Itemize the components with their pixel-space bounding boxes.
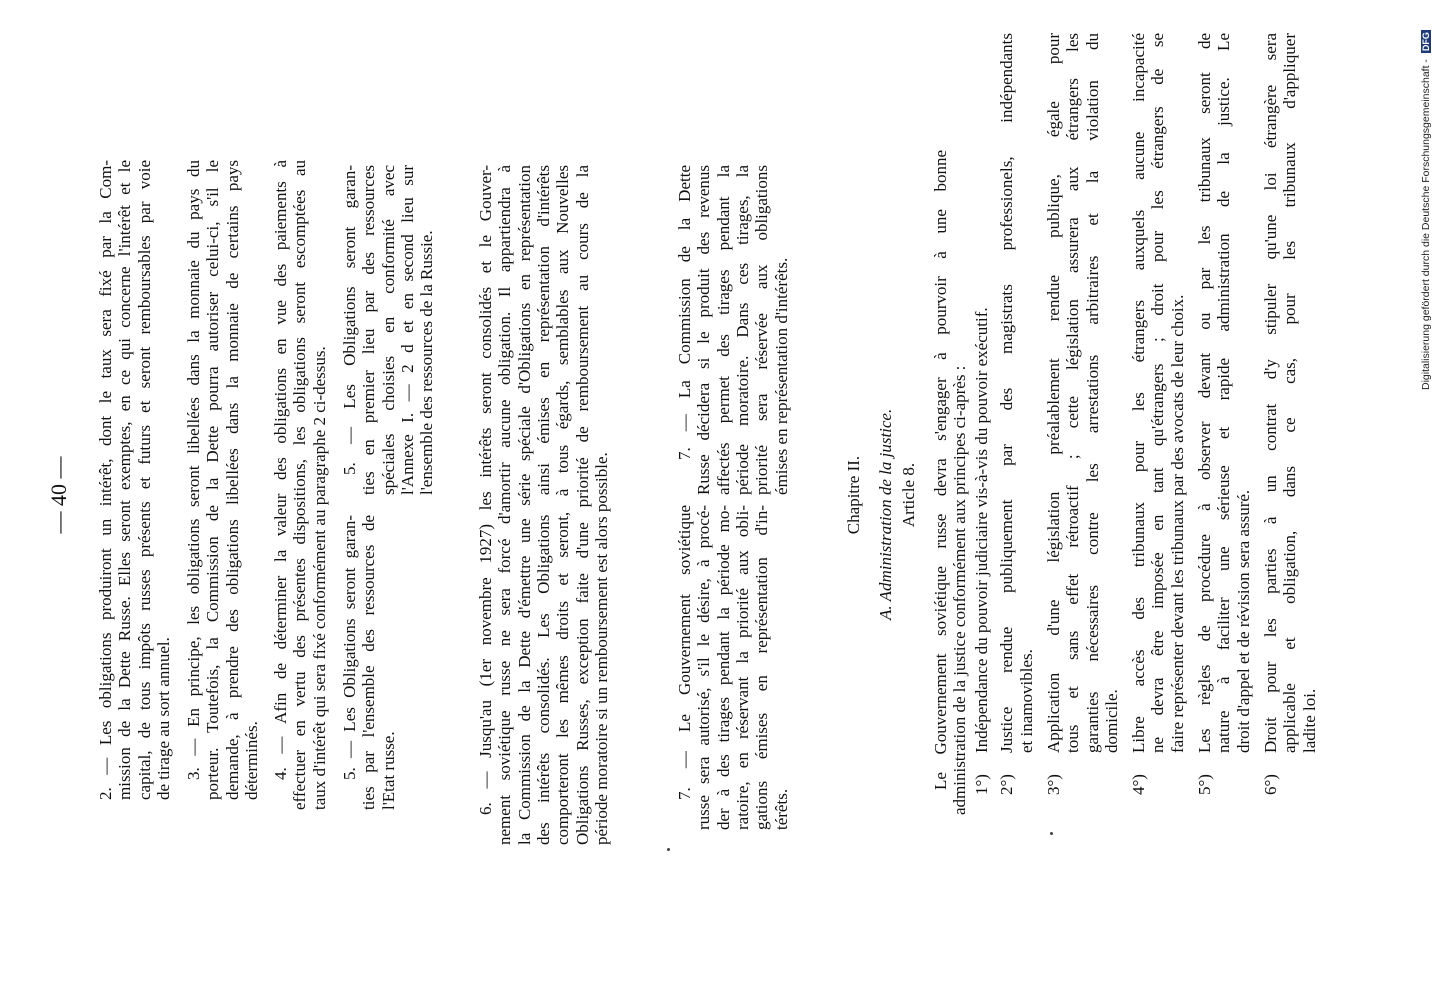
para-3-line: déterminés. xyxy=(241,721,261,800)
para-5-right-line: l'Annexe I. — 2 d et en second lieu sur xyxy=(397,165,417,495)
chapter-title: Chapitre II. xyxy=(844,455,863,535)
para-7-right-line: priorité sera réservée aux obligations xyxy=(752,165,772,495)
page-number: — 40 — xyxy=(46,456,71,534)
scan-speck xyxy=(667,848,670,851)
para-5-left-line: 5. — Les Obligations seront garan- xyxy=(340,515,359,780)
item-5-line: droit d'appel et de révision sera assuré. xyxy=(1233,489,1253,753)
item-3-line: domicile. xyxy=(1101,689,1121,753)
item-number: 6°) xyxy=(1260,774,1280,795)
item-2-line: et inamovibles. xyxy=(1016,649,1036,753)
para-2-line: capital, de tous impôts russes présents et futurs et seront remboursables par voie xyxy=(134,160,154,800)
item-number: 4°) xyxy=(1129,774,1149,795)
para-7-right-line: Russe décidera si le produit des revenus xyxy=(694,165,714,495)
para-7-right-line: émises en représentation d'intérêts. xyxy=(771,257,791,495)
item-number: 2°) xyxy=(997,774,1017,795)
para-7-left-line: 7. — Le Gouvernement soviétique xyxy=(675,505,694,800)
para-6-line: 6. — Jusqu'au (1er novembre 1927) les intérêts seront consolidés et le Gouver- xyxy=(476,165,495,815)
item-3-line: tous et sans effet rétroactif ; cette législation assurera aux étrangers les xyxy=(1063,33,1083,753)
para-7-left-line: der à des tirages pendant la période mo- xyxy=(713,505,733,830)
article-8-intro-line: Le Gouvernement soviétique russe devra s'engager à pourvoir à une bonne xyxy=(931,150,950,790)
para-4-line: effectuer en vertu des présentes dispositions, les obligations seront escomptées au xyxy=(290,160,310,810)
para-5-right-line: 5. — Les Obligations seront garan- xyxy=(340,165,359,475)
item-number: 5°) xyxy=(1195,774,1214,795)
article-8-intro-line: administration de la justice conformément aux principes ci-après : xyxy=(950,365,970,815)
para-3-line: porteur. Toutefois, la Commission de la Dette pourra autoriser celui-ci, s'il le xyxy=(203,160,223,800)
item-4-line: Libre accès des tribunaux pour les étrangers auxquels aucune incapacité xyxy=(1129,33,1149,753)
item-3-line: Application d'une législation préalablement rendue publique, égale pour xyxy=(1043,33,1063,753)
para-6-line: comporteront les mêmes droits et seront, à tous égards, semblables aux Nouvelles xyxy=(553,165,573,845)
item-6-line: ladite loi. xyxy=(1299,688,1319,753)
para-2-line: mission de la Dette Russe. Elles seront exemptes, en ce qui concerne l'intérêt et le xyxy=(115,160,135,800)
para-4-line: taux d'intérêt qui sera fixé conformément au paragraphe 2 ci-dessus. xyxy=(309,346,329,810)
item-6-line: Droit pour les parties à un contrat d'y stipuler qu'une loi étrangère sera xyxy=(1260,33,1280,753)
para-7-right-line: 7. — La Commission de la Dette xyxy=(675,165,694,460)
para-7-left-line: gations émises en représentation d'in- xyxy=(752,505,772,830)
para-5-right-line: ties en premier lieu par des ressources xyxy=(359,165,379,495)
dfg-footer xyxy=(1420,30,1432,390)
dfg-logo-icon: DFG xyxy=(1421,32,1431,52)
item-number: 3°) xyxy=(1043,774,1063,795)
para-5-right-line: spéciales choisies en conformité avec xyxy=(378,165,398,495)
para-6-line: nement soviétique russe ne sera forcé d'amortir aucune obligation. Il appartiendra à xyxy=(495,165,515,845)
item-3-line: garanties nécessaires contre les arrestations arbitraires et la violation du xyxy=(1082,33,1102,753)
para-7-left-line: térêts. xyxy=(771,788,791,830)
section-a-title: A. Administration de la justice. xyxy=(876,408,895,620)
item-6-line: applicable et obligation, dans ce cas, pour les tribunaux d'appliquer xyxy=(1280,33,1300,753)
para-5-left-line: l'Etat russe. xyxy=(378,731,398,810)
item-5-line: Les règles de procédure à observer devant ou par les tribunaux seront de xyxy=(1195,33,1214,753)
item-4-line: faire représenter devant les tribunaux par des avocats de leur choix. xyxy=(1167,294,1187,753)
item-5-line: nature à faciliter une sérieuse et rapide administration de la justice. Le xyxy=(1214,33,1234,753)
dfg-label: Digitalisierung gefördert durch die Deutsche Forschungsgemeinschaft - xyxy=(1420,59,1432,390)
para-3-line: 3. — En principe, les obligations seront libellées dans la monnaie du pays du xyxy=(184,160,203,780)
para-5-right-line: l'ensemble des ressources de la Russie. xyxy=(417,230,437,495)
para-2-line: 2. — Les obligations produiront un intérêt, dont le taux sera fixé par la Com- xyxy=(96,160,115,800)
para-2-line: de tirage au sort annuel. xyxy=(153,637,173,800)
item-2-line: Justice rendue publiquement par des magistrats professionels, indépendants xyxy=(997,33,1017,753)
item-number: 1°) xyxy=(972,774,991,795)
item-4-line: ne devra être imposée en tant qu'étrangers ; droit pour les étrangers de se xyxy=(1148,33,1168,753)
article-title: Article 8. xyxy=(899,462,918,528)
para-7-right-line: affectés permet des tirages pendant la xyxy=(713,165,733,495)
para-6-line: des intérêts consolidés. Les Obligations ainsi émises en représentation d'intérêts xyxy=(533,165,553,845)
para-4-line: 4. — Afin de déterminer la valeur des obligations en vue des paiements à xyxy=(271,160,290,780)
para-7-right-line: période moratoire. Dans ces tirages, la xyxy=(732,165,752,495)
para-3-line: demande, à prendre des obligations libellées dans la monnaie de certains pays xyxy=(222,160,242,800)
para-5-left-line: ties par l'ensemble des ressources de xyxy=(359,515,379,810)
scan-speck xyxy=(1050,832,1053,835)
para-6-line: la Commission de la Dette d'émettre une série spéciale d'Obligations en représentation xyxy=(514,165,534,845)
para-7-left-line: russe sera autorisé, s'il le désire, à procé- xyxy=(694,505,714,830)
para-6-line: Obligations Russes, exception faite d'une priorité de remboursement au cours de la xyxy=(572,165,592,845)
item-1-line: Indépendance du pouvoir judiciaire vis-à-vis du pouvoir exécutif. xyxy=(972,307,991,753)
para-6-line: période moratoire si un remboursement est alors possible. xyxy=(591,452,611,845)
para-7-left-line: ratoire, en réservant la priorité aux obli- xyxy=(732,505,752,830)
